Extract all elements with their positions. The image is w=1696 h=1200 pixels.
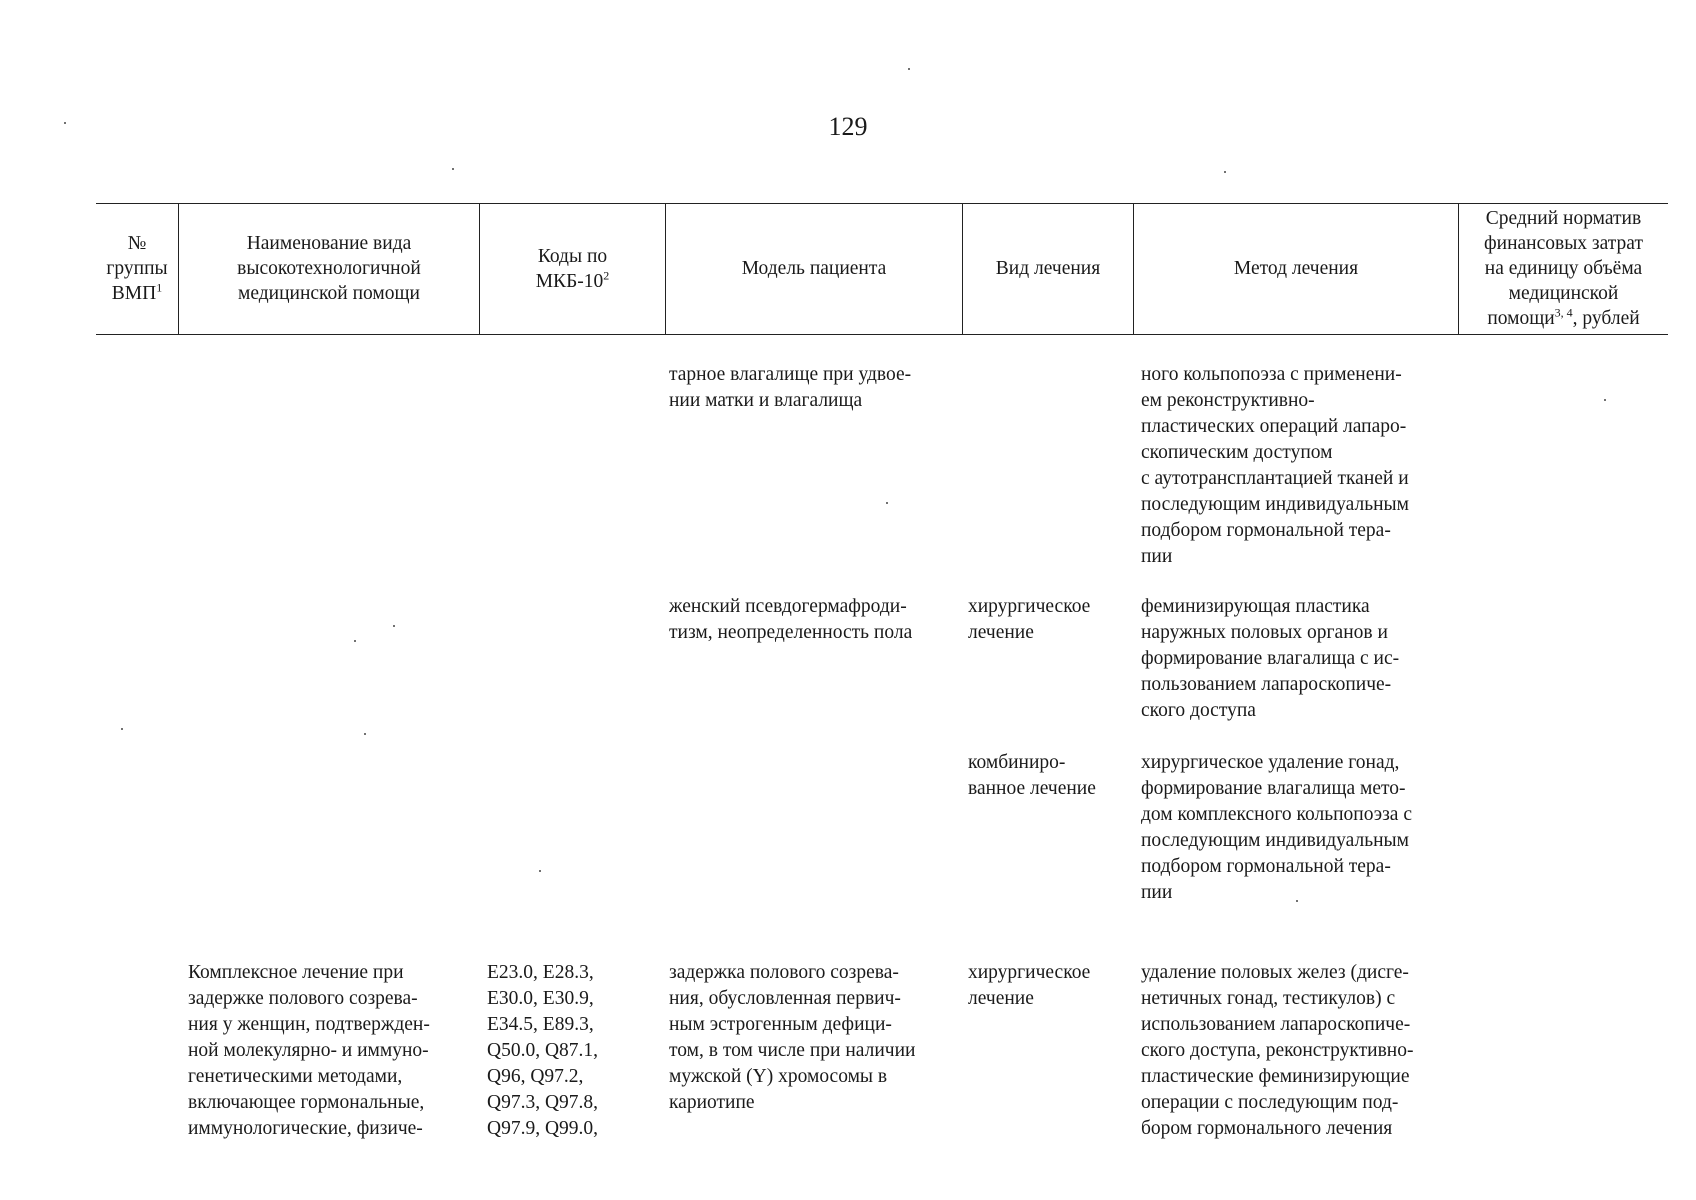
header-treatment-method: Метод лечения: [1233, 258, 1359, 279]
row4-treatment-type: хирургическое лечение: [968, 962, 1091, 1009]
scan-speck: [1296, 900, 1298, 902]
scan-speck: [1604, 399, 1606, 401]
row4-treatment-method: удаление половых желез (дисге- нетичных гонад, тестикулов) с использованием лапароскопиче- ского доступа, реконструктивно- пластические феминизирующие операции с последующим под- бором гормонального лечения: [1141, 962, 1414, 1139]
row2-treatment-method: феминизирующая пластика наружных половых органов и формирование влагалища с ис- пользованием лапароскопиче- ского доступа: [1141, 596, 1400, 721]
header-group-number: № группы ВМП$^1$: [106, 233, 168, 304]
scan-speck: [886, 502, 888, 504]
scan-speck: [121, 728, 123, 730]
scan-speck: [393, 625, 395, 627]
scan-speck: [64, 122, 66, 124]
header-treatment-type: Вид лечения: [995, 258, 1101, 279]
row4-patient-model: задержка полового созрева- ния, обусловленная первич- ным эстрогенным дефици- том, в том числе при наличии мужской (Y) хромосомы в кариотипе: [669, 962, 916, 1113]
row1-patient-model: тарное влагалище при удвое- нии матки и влагалища: [669, 364, 912, 411]
header-cost-standard: Средний норматив финансовых затрат на единицу объёма медицинской помощи$^{3, 4}$, рублей: [1484, 208, 1643, 329]
row1-treatment-method: ного кольпопоэза с применени- ем реконструктивно- пластических операций лапаро- скопическим доступом с аутотрансплантацией тканей и последующим индивидуальным подбором гормональной тера- пии: [1141, 364, 1409, 567]
header-bottom-rule: [96, 334, 1668, 335]
page-number: 129: [828, 112, 868, 141]
row4-icd-codes: E23.0, E28.3, E30.0, E30.9, E34.5, E89.3, Q50.0, Q87.1, Q96, Q97.2, Q97.3, Q97.8, Q97.9, Q99.0,: [487, 962, 599, 1139]
scan-speck: [364, 733, 366, 735]
scan-speck: [539, 870, 541, 872]
scan-speck: [452, 168, 454, 170]
row3-treatment-type: комбиниро- ванное лечение: [968, 752, 1096, 799]
header-patient-model: Модель пациента: [741, 258, 887, 279]
scan-speck: [908, 68, 910, 70]
header-icd-codes: Коды по МКБ-$10^2$: [535, 245, 610, 292]
row2-patient-model: женский псевдогермафроди- тизм, неопределенность пола: [669, 596, 913, 643]
scan-speck: [1224, 171, 1226, 173]
row4-care-type-name: Комплексное лечение при задержке полового созрева- ния у женщин, подтвержден- ной молекулярно- и иммуно- генетическими методами, включающее гормональные, иммунологические, физиче-: [188, 962, 430, 1139]
scan-speck: [354, 640, 356, 642]
row3-treatment-method: хирургическое удаление гонад, формирование влагалища мето- дом комплексного кольпопоэза с последующим индивидуальным подбором гормональной тера- пии: [1141, 752, 1412, 903]
row2-treatment-type: хирургическое лечение: [968, 596, 1091, 643]
header-care-type-name: Наименование вида высокотехнологичной медицинской помощи: [237, 233, 421, 304]
